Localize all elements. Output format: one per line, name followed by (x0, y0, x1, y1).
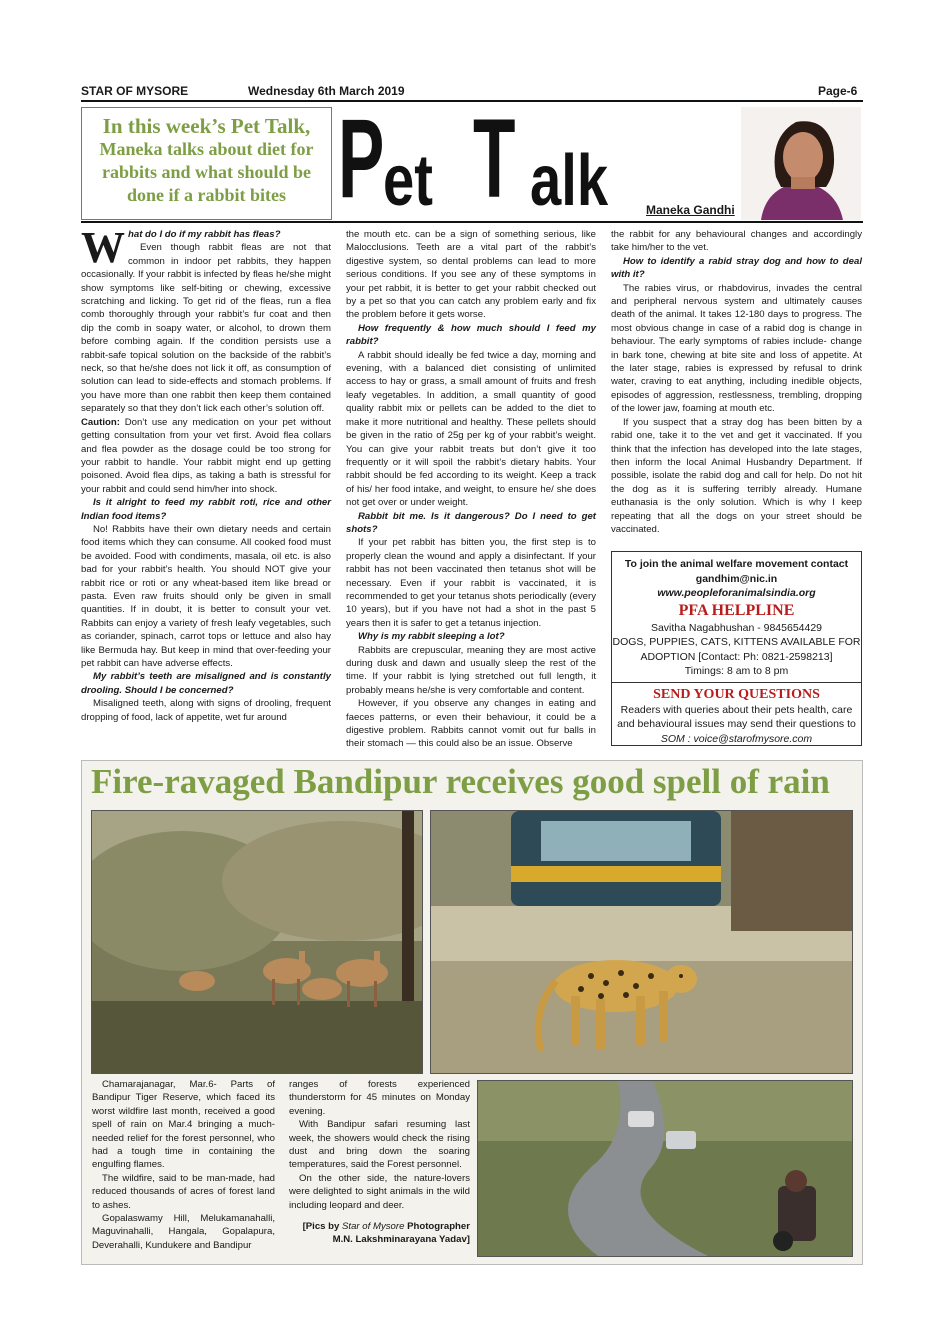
question-fleas-para (81, 223, 331, 272)
story-column-2 (289, 1078, 470, 1247)
answer-rabid-dog: The rabies virus, or rhabdovirus, invades the central and peripheral nervous system and ultimately causes death of the animal. It takes 12-180 days to progress. The most obvious change in case of a rabid dog is change in behaviour. The early symptoms of rabies include- change in bark tone, chewing at bite site and loss of appetite. At the later stage, rabies is expressed by refusal to drink water, craving to eat anything, including inedible objects, episodes of aggression, restlessness, trembling, dropping of the lower jaw, foaming at mouth etc. (611, 282, 862, 415)
teaser-subhead: Maneka talks about diet for rabbits and what should be done if a rabbit bites (99, 139, 314, 205)
story-para-1: Chamarajanagar, Mar.6- Parts of Bandipur Tiger Reserve, which faced its worst wildfire last month, received a good spell of rain on Mar.4 bringing a much-needed relief for the forest personnel, who had a tough time in containing the engulfing flames. (92, 1079, 275, 1171)
masthead-letter-p: P (338, 96, 385, 221)
question-indian-food: Is it alright to feed my rabbit roti, rice and other Indian food items? (81, 497, 331, 522)
portrait-image (741, 107, 861, 220)
questions-title: SEND YOUR QUESTIONS (653, 686, 820, 702)
caution-para (81, 416, 331, 496)
story-para-2: The wildfire, said to be man-made, had reduced thousands of acres of forest land to ashes. (92, 1172, 275, 1211)
article-column-1 (81, 223, 331, 724)
question-fleas: hat do I do if my rabbit has fleas? (128, 229, 281, 240)
adoption-text: DOGS, PUPPIES, CATS, KITTENS AVAILABLE FOR ADOPTION [Contact: Ph: 0821-2598213] (612, 636, 861, 663)
author-byline: Maneka Gandhi (646, 203, 735, 217)
credit-role: Photographer (407, 1221, 470, 1233)
question-teeth: My rabbit’s teeth are misaligned and is constantly drooling. Should I be concerned? (81, 671, 331, 696)
deer-photo (91, 810, 423, 1074)
answer-indian-food: No! Rabbits have their own dietary needs and certain food items which they can consume. All cooked food must be avoided. Food with condiments, masala, oil etc. is also bad for your rabbit’s health. You should NOT give your rabbit rice or roti or any wheat-based item like bread or pasta. Even raw fruits should only be given in small quantities. If in doubt, it is better to consult your vet. Rabbits can enjoy a variety of fresh leafy vegetables, such as coriander, spinach, carrot tops or lettuce and also hay like Bermuda hay. But keep in mind that over-feeding your pet rabbit can have adverse effects. (81, 523, 331, 669)
newspaper-name: STAR OF MYSORE (81, 84, 189, 98)
leopard-photo (430, 810, 853, 1074)
helpline-timings: Timings: 8 am to 8 pm (684, 665, 789, 677)
teaser-box (81, 107, 332, 220)
answer-rabid-dog-2: If you suspect that a stray dog has been bitten by a rabid one, take it to the vet and get it vaccinated. If you think that the infection has developed into the late stages, then inform the local Animal Husbandry Department. If possible, isolate the rabid dog and call for help. Do not hit the dog as it is suffering terribly already. Humane euthanasia is the only solution. Which is why I keep repeating that all the dogs on your street should be vaccinated. (611, 416, 862, 535)
helpline-title: PFA HELPLINE (678, 601, 795, 619)
answer-sleeping-2: However, if you observe any changes in eating and faeces patterns, or even their behaviour, it could be a digestive problem. Rabbits cannot vomit out fur balls in their stomach — this could also be an issue. Observe (346, 698, 596, 750)
helpline-contact: Savitha Nagabhushan - 9845654429 (650, 621, 823, 634)
article-column-2 (346, 228, 596, 751)
join-text: To join the animal welfare movement contact (624, 558, 849, 570)
question-sleeping: Why is my rabbit sleeping a lot? (358, 631, 505, 643)
drop-cap: W (81, 223, 125, 272)
credit-photographer: M.N. Lakshminarayana Yadav] (332, 1234, 470, 1246)
masthead-et: et (383, 141, 433, 221)
road-photo (477, 1080, 853, 1257)
issue-date: Wednesday 6th March 2019 (248, 84, 405, 98)
credit-prefix: [Pics by (302, 1221, 340, 1233)
credit-paper: Star of Mysore (342, 1221, 405, 1233)
story-para-3: Gopalaswamy Hill, Melukamanahalli, Maguvinahalli, Hangala, Gopalapura, Deverahalli, Kundukere and Bandipur (92, 1213, 275, 1251)
question-rabid-dog: How to identify a rabid stray dog and how to deal with it? (611, 255, 862, 281)
author-portrait (741, 107, 861, 220)
questions-email[interactable]: SOM : voice@starofmysore.com (660, 732, 813, 745)
story-para-5: With Bandipur safari resuming last week, the showers would check the rising dust and bring down the soaring temperatures, said the Forest personnel. (289, 1119, 470, 1171)
road-image (478, 1081, 852, 1256)
contact-email[interactable]: gandhim@nic.in (695, 572, 778, 585)
pfa-info-box (611, 551, 862, 746)
pet-talk-masthead (338, 96, 638, 221)
answer-fleas: Even though rabbit fleas are not that common in indoor pet rabbits, they happen occasionally. If your rabbit is infected by fleas he/she might show symptoms like self-biting or chewing, excessive scratching and licking. To get rid of the fleas, run a flea comb thoroughly through your rabbit’s fur coat and then dip the comb in soapy water, or alcohol, to drown them before combing again. If the condition persists use a rabbit-safe topical solution on the backside of the rabbit’s neck, so that he/she does not lick it off, as consumption of solution can lead to side-effects and stomach problems. If you have more than one rabbit then keep them contained separately so that they don’t lick each other’s solution off. (81, 242, 331, 415)
answer-teeth: Misaligned teeth, along with signs of drooling, frequent dropping of food, lack of appetite, wet fur around (81, 698, 331, 723)
answer-sleeping-continued: the rabbit for any behavioural changes and accordingly take him/her to the vet. (611, 229, 862, 254)
answer-feeding: A rabbit should ideally be fed twice a day, morning and evening, with a balanced diet consisting of unlimited access to hay or grass, a small amount of fruits and fresh leafy vegetables. In addition, a small quantity of good quality rabbit mix or pellets can be added to the diet to make it more nutritional and healthy. These pellets should be given in the ratio of 25g per kg of your rabbit’s weight. You can give your rabbit treats but don’t give it too frequently or it will spoil the rabbit’s dietary habits. Your rabbit should be fed according to its weight. Keep a track of his/ her food intake, and weight, to ensure he/ she does not get over or under weight. (346, 349, 596, 509)
questions-text: Readers with queries about their pets health, care and behavioural issues may send their questions to (617, 703, 856, 730)
story-headline: Fire-ravaged Bandipur receives good spell of rain (91, 762, 830, 801)
answer-bite: If your pet rabbit has bitten you, the first step is to properly clean the wound and apply a disinfectant. If your rabbit has not been vaccinated then tetanus shot will be necessary. Even if your rabbit is vaccinated, it is recommended to get your tetanus shots periodically (every 10 years), but if you have not had a shot in the past 5 years then it is safer to get a tetanus injection. (346, 537, 596, 629)
teaser-headline: In this week’s Pet Talk, (102, 114, 311, 138)
question-bite: Rabbit bit me. Is it dangerous? Do I need to get shots? (346, 510, 596, 535)
article-column-3 (611, 228, 862, 536)
story-para-4: ranges of forests experienced thunderstorm for 45 minutes on Monday evening. (289, 1079, 470, 1117)
caution-label: Caution: (81, 416, 120, 428)
box-divider (612, 682, 861, 683)
answer-sleeping: Rabbits are crepuscular, meaning they are most active during dusk and dawn and usually sleep the rest of the time. If your rabbit is lying stretched out full length, it probably means he/she is very comfortable and content. (346, 644, 596, 696)
photo-credit (289, 1220, 470, 1247)
answer-teeth-continued: the mouth etc. can be a sign of something serious, like Malocclusions. Teeth are a vital part of the rabbit’s digestive system, so dental problems can lead to more serious conditions. If you see any of these symptoms in your pet rabbit, it is better to get your rabbit checked out by a pet so that you can catch any problem early and fix the problem before it gets worse. (346, 229, 596, 321)
website-link[interactable]: www.peopleforanimalsindia.org (657, 587, 816, 599)
masthead-alk: alk (530, 141, 609, 221)
question-feeding: How frequently & how much should I feed my rabbit? (346, 322, 596, 348)
page-number: Page-6 (818, 84, 858, 98)
leopard-image (431, 811, 852, 1073)
masthead-rule (81, 221, 863, 223)
masthead-letter-t: T (473, 96, 516, 221)
story-para-6: On the other side, the nature-lovers were delighted to sight animals in the wild including leopard and deer. (289, 1172, 470, 1211)
caution-text: Don’t use any medication on your pet without getting consultation from your vet first. Avoid flea collars and flea powder as the dosage could be too strong for your rabbit to handle. Your rabbit might end up getting poisoned. Avoid flea dips, as taking a bath is stressful for your rabbit and could send him/her into shock. (81, 416, 331, 495)
deer-image (92, 811, 422, 1073)
story-column-1 (92, 1078, 275, 1252)
